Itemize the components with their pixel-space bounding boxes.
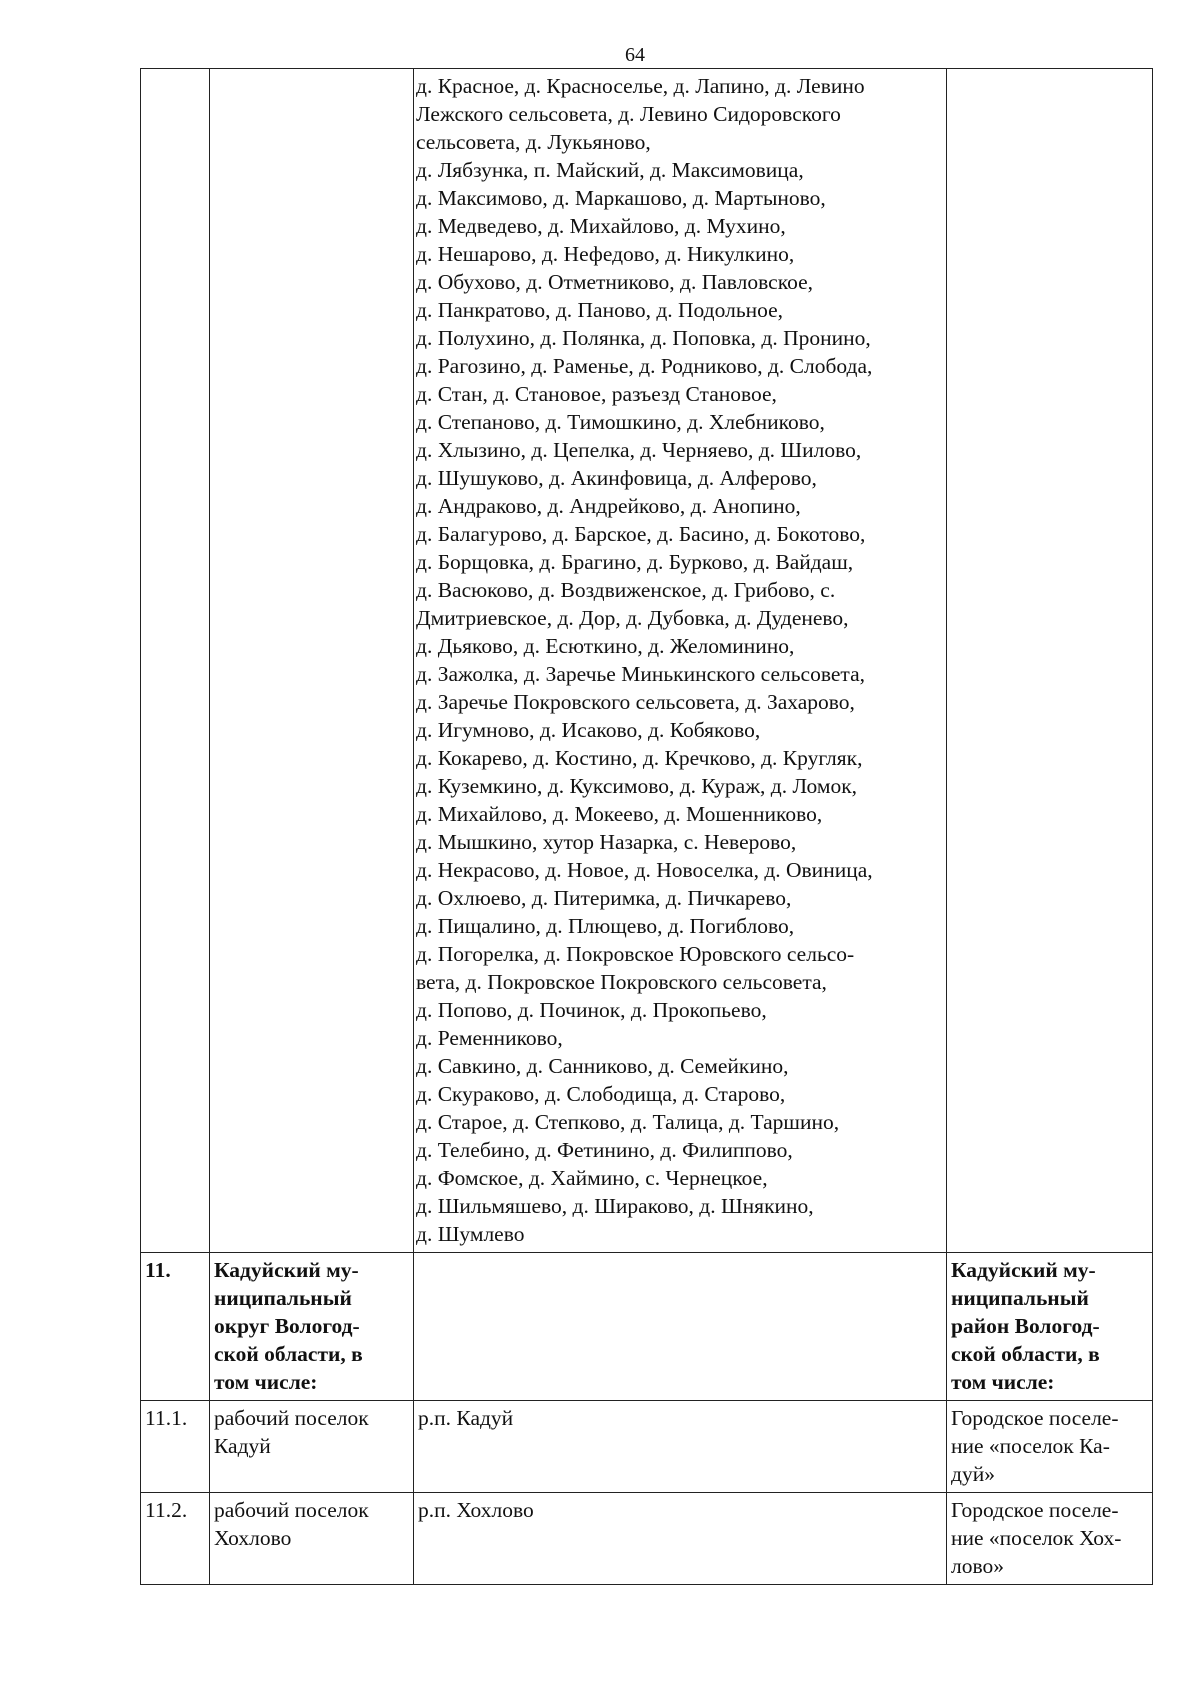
cell-settlements: р.п. Кадуй <box>414 1401 947 1493</box>
table-row-continuation <box>141 69 1153 1253</box>
table-row-11-2 <box>141 1493 1153 1585</box>
cell-former <box>947 1253 1153 1401</box>
cell-settlements <box>414 69 947 1253</box>
settlement-line: д. Обухово, д. Отметниково, д. Павловское, <box>416 270 814 294</box>
settlement-line: д. Шильмяшево, д. Шираково, д. Шнякино, <box>416 1194 814 1218</box>
cell-number: 11.1. <box>141 1401 210 1493</box>
cell-number <box>141 69 210 1253</box>
settlement-line: д. Пищалино, д. Плющево, д. Погиблово, <box>416 914 795 938</box>
settlement-line: д. Шушуково, д. Акинфовица, д. Алферово, <box>416 466 817 490</box>
cell-line: ниципальный <box>214 1286 352 1310</box>
cell-former <box>947 1401 1153 1493</box>
settlement-line: Лежского сельсовета, д. Левино Сидоровского <box>416 102 841 126</box>
settlement-line: д. Дьяково, д. Есюткино, д. Желоминино, <box>416 634 795 658</box>
cell-line: Кадуй <box>214 1434 271 1458</box>
settlement-line: д. Старое, д. Степково, д. Талица, д. Таршино, <box>416 1110 840 1134</box>
cell-line: ской области, в <box>951 1342 1100 1366</box>
settlement-line: д. Панкратово, д. Паново, д. Подольное, <box>416 298 784 322</box>
cell-line: дуй» <box>951 1462 995 1486</box>
settlement-line: д. Борщовка, д. Брагино, д. Бурково, д. Вайдаш, <box>416 550 854 574</box>
settlement-line: сельсовета, д. Лукьяново, <box>416 130 651 154</box>
settlement-line: д. Степаново, д. Тимошкино, д. Хлебниково, <box>416 410 825 434</box>
cell-line: ние «поселок Хох- <box>951 1526 1122 1550</box>
settlement-line: д. Кокарево, д. Костино, д. Кречково, д. Кругляк, <box>416 746 863 770</box>
settlement-line: д. Попово, д. Починок, д. Прокопьево, <box>416 998 767 1022</box>
settlement-line: д. Балагурово, д. Барское, д. Басино, д. Бокотово, <box>416 522 866 546</box>
cell-line: ние «поселок Ка- <box>951 1434 1110 1458</box>
settlement-line: д. Хлызино, д. Цепелка, д. Черняево, д. Шилово, <box>416 438 862 462</box>
cell-district <box>210 1253 414 1401</box>
cell-line: ской области, в <box>214 1342 363 1366</box>
settlement-line: д. Максимово, д. Маркашово, д. Мартыново, <box>416 186 826 210</box>
settlement-line: д. Скураково, д. Слободища, д. Старово, <box>416 1082 786 1106</box>
cell-settlements <box>414 1253 947 1401</box>
cell-number: 11. <box>141 1253 210 1401</box>
table-row-11-1 <box>141 1401 1153 1493</box>
settlement-line: д. Некрасово, д. Новое, д. Новоселка, д. Овиница, <box>416 858 873 882</box>
cell-district <box>210 1493 414 1585</box>
settlement-line: д. Мышкино, хутор Назарка, с. Неверово, <box>416 830 797 854</box>
settlement-line: д. Ременниково, <box>416 1026 563 1050</box>
settlement-line: д. Андраково, д. Андрейково, д. Анопино, <box>416 494 801 518</box>
settlement-line: д. Зажолка, д. Заречье Минькинского сельсовета, <box>416 662 865 686</box>
settlement-line: Дмитриевское, д. Дор, д. Дубовка, д. Дуденево, <box>416 606 849 630</box>
settlement-line: д. Погорелка, д. Покровское Юровского сельсо- <box>416 942 855 966</box>
table-row-11 <box>141 1253 1153 1401</box>
cell-line: рабочий поселок <box>214 1406 369 1430</box>
cell-line: Кадуйский му- <box>951 1258 1096 1282</box>
cell-line: ниципальный <box>951 1286 1089 1310</box>
settlement-line: д. Лябзунка, п. Майский, д. Максимовица, <box>416 158 804 182</box>
cell-number: 11.2. <box>141 1493 210 1585</box>
settlement-line: д. Рагозино, д. Раменье, д. Родниково, д. Слобода, <box>416 354 873 378</box>
cell-line: рабочий поселок <box>214 1498 369 1522</box>
cell-line: Кадуйский му- <box>214 1258 359 1282</box>
cell-line: том числе: <box>951 1370 1055 1394</box>
settlements-list <box>416 72 942 1248</box>
cell-line: район Вологод- <box>951 1314 1100 1338</box>
settlement-line: д. Савкино, д. Санниково, д. Семейкино, <box>416 1054 789 1078</box>
cell-former <box>947 69 1153 1253</box>
cell-line: лово» <box>951 1554 1004 1578</box>
settlement-line: д. Игумново, д. Исаково, д. Кобяково, <box>416 718 761 742</box>
settlement-line: д. Куземкино, д. Куксимово, д. Кураж, д. Ломок, <box>416 774 858 798</box>
cell-settlements: р.п. Хохлово <box>414 1493 947 1585</box>
settlement-line: д. Михайлово, д. Мокеево, д. Мошенниково, <box>416 802 823 826</box>
settlements-table <box>140 68 1153 1585</box>
settlement-line: д. Васюково, д. Воздвиженское, д. Грибово, с. <box>416 578 836 602</box>
settlement-line: д. Нешарово, д. Нефедово, д. Никулкино, <box>416 242 795 266</box>
page-number: 64 <box>625 44 645 66</box>
settlement-line: д. Стан, д. Становое, разъезд Становое, <box>416 382 777 406</box>
cell-line: том числе: <box>214 1370 318 1394</box>
settlement-line: д. Полухино, д. Полянка, д. Поповка, д. Пронино, <box>416 326 871 350</box>
settlement-line: д. Медведево, д. Михайлово, д. Мухино, <box>416 214 786 238</box>
settlement-line: д. Заречье Покровского сельсовета, д. Захарово, <box>416 690 855 714</box>
cell-line: Городское поселе- <box>951 1498 1119 1522</box>
cell-district <box>210 69 414 1253</box>
settlement-line: д. Шумлево <box>416 1222 525 1246</box>
settlement-line: д. Охлюево, д. Питеримка, д. Пичкарево, <box>416 886 792 910</box>
cell-line: округ Вологод- <box>214 1314 360 1338</box>
cell-former <box>947 1493 1153 1585</box>
settlement-line: д. Фомское, д. Хаймино, с. Чернецкое, <box>416 1166 768 1190</box>
settlement-line: д. Телебино, д. Фетинино, д. Филиппово, <box>416 1138 793 1162</box>
cell-line: Городское поселе- <box>951 1406 1119 1430</box>
settlement-line: д. Красное, д. Красноселье, д. Лапино, д. Левино <box>416 74 865 98</box>
cell-district <box>210 1401 414 1493</box>
cell-line: Хохлово <box>214 1526 292 1550</box>
settlement-line: вета, д. Покровское Покровского сельсовета, <box>416 970 827 994</box>
